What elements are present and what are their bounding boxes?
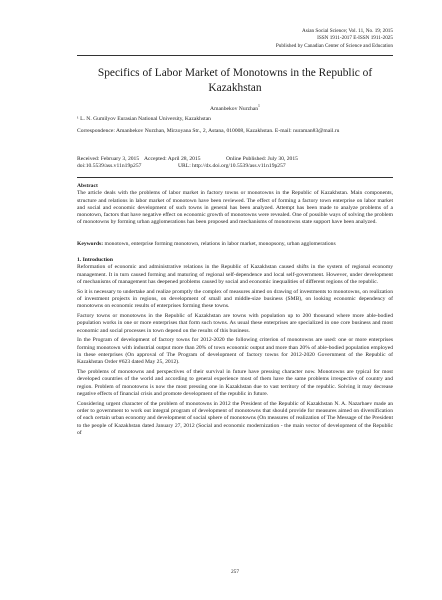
affiliation: ¹ L. N. Gumilyov Eurasian National University, Kazakhstan [77,116,211,122]
accepted-date: Accepted: April 28, 2015 [144,156,201,162]
intro-paragraph-3: Factory towns or monotowns in the Republic of Kazakhstan are towns with population up to 200 thousand where more able-bodied population works in one or more enterprises that form such towns. As usual these enterprises are specialized in one core business and most economic and social processes in town depend on the results of this business. [77,313,393,334]
dates-rule [77,177,393,178]
intro-paragraph-6: Considering urgent character of the problem of monotowns in 2012 the President of the Republic of Kazakhstan N. A. Nazarbaev made an order to government to work out integral program of development of monotowns that should provide for measures aimed on diversification of each certain urban economy and development of social sphere of monotowns (On measures of realization of The Message of the President to the people of Kazakhstan dated January 27, 2012 (Social and economic modernization - the main vector of development of the Republic of [77,400,393,437]
keywords [77,241,393,248]
author-name: Amanbekov Nurzhan [210,105,259,112]
keywords-text: monotown, enterprise forming monotown, relations in labor market, monopsony, urban agglomerations [103,241,336,247]
author-line [77,104,393,112]
abstract-heading: Abstract [77,183,98,189]
doi: doi:10.5539/ass.v11n19p257 [77,163,142,170]
keywords-label: Keywords: [77,241,104,247]
abstract-text: The article deals with the problems of labor market in factory towns or monotowns in the Republic of Kazakhstan. Main components, structure and relations in labor market of monotown have been reviewed. The effect of forming a factory town enterprise on labor market and social and economic development of such towns in general has been analyzed. Attempt has been made to analyze problems of a monotown, factors that have negative effect on economic growth of monotowns were revealed. One of possible ways of solving the problem of monotowns by forming urban agglomerations has been proposed and mechanisms of monotowns state support have been analyzed. [77,190,393,226]
intro-paragraph-5: The problems of monotowns and perspectives of their survival in future have pressing character now. Monotowns are typical for most developed countries of the world and according to general experience most of them have the same problems irrespective of country and region. Problem of monotowns is now the most pressing one in Kazakhstan due to vast territory of the republic. Solving it may decrease negative effects of financial crisis and promote development of the republic in future. [77,369,393,398]
journal-publisher: Published by Canadian Center of Science and Education [275,42,393,49]
online-date: Online Published: July 30, 2015 [226,156,298,162]
header-rule [77,55,393,56]
intro-paragraph-4: In the Program of development of factory towns for 2012-2020 the following criterion of monotowns are used: one or more enterprises forming monotown with industrial output more than 20% of town economic output and more than 20% of able-bodied population employed in these enterprises (On approval of The Program of development of factory towns for 2012-2020 Government of the Republic of Kazakhstan Order #623 dated May 25, 2012). [77,337,393,366]
article-title: Specifics of Labor Market of Monotowns in the Republic of Kazakhstan [97,67,373,94]
journal-issn: ISSN 1911-2017 E-ISSN 1911-2025 [317,35,393,42]
intro-paragraph-2: So it is necessary to undertake and realize promptly the complex of measures aimed on drawing of investments to monotowns, on realization of investment projects in regions, on development of small and middle-size business (SMB), on looking economic dependency of monotowns on economic results of enterprises forming these towns. [77,288,393,310]
received-date: Received: February 3, 2015 [77,156,140,162]
dates-block [77,156,393,171]
correspondence: Correspondence: Amanbekov Nurzhan, Mirzoyana Str., 2, Astana, 010008, Kazakhstan. E-mail: nuraman83@mail.ru [77,128,340,134]
intro-paragraph-1: Reformation of economic and administrative relations in the Republic of Kazakhstan caused shifts in the system of regional economy management. It in turn caused forming and maturing of regional self-dependence and local self-government. However, under development of mechanisms of management has deepened problems caused by social and economic inequalities of different regions of the republic. [77,264,393,285]
intro-heading: 1. Introduction [77,257,113,263]
page-number: 257 [230,569,240,575]
journal-citation: Asian Social Science; Vol. 11, No. 19; 2015 [302,28,393,34]
author-sup: 1 [258,104,260,108]
journal-header [276,28,393,50]
abstract-section [77,183,393,227]
introduction-section [77,257,393,437]
article-url: URL: http://dx.doi.org/10.5539/ass.v11n19p257 [178,163,286,170]
